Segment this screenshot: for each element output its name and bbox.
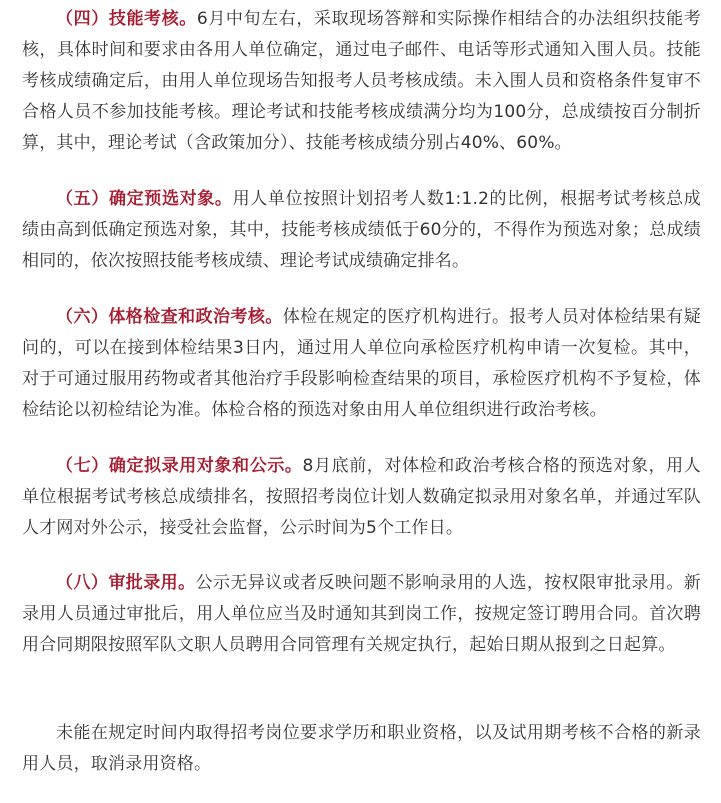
- section-text: 公示无异议或者反映问题不影响录用的人选，按权限审批录用。新录用人员通过审批后，用人单位应当及时通知其到岗工作，按规定签订聘用合同。首次聘用合同期限按照军队文职人员聘用合同管理有关规定执行，起始日期从报到之日起算。: [22, 573, 701, 655]
- section-approval-hiring: [22, 568, 701, 661]
- section-text: 体检在规定的医疗机构进行。报考人员对体检结果有疑问的，可以在接到体检结果3日内，通过用人单位向承检医疗机构申请一次复检。其中，对于可通过服用药物或者其他治疗手段影响检查结果的项目，承检医疗机构不予复检，体检结论以初检结论为准。体检合格的预选对象由用人单位组织进行政治考核。: [22, 307, 701, 420]
- section-text: 6月中旬左右，采取现场答辩和实际操作相结合的办法组织技能考核，具体时间和要求由各用人单位确定，通过电子邮件、电话等形式通知入围人员。技能考核成绩确定后，由用人单位现场告知报考人员考核成绩。未入围人员和资格条件复审不合格人员不参加技能考核。理论考试和技能考核成绩满分均为100分，总成绩按百分制折算，其中，理论考试（含政策加分）、技能考核成绩分别占40%、60%。: [22, 9, 701, 153]
- section-heading: （五）确定预选对象。: [56, 189, 233, 209]
- closing-paragraph: 未能在规定时间内取得招考岗位要求学历和职业资格，以及试用期考核不合格的新录用人员，取消录用资格。: [22, 723, 701, 774]
- section-skill-assessment: [22, 4, 701, 159]
- section-heading: （八）审批录用。: [56, 573, 196, 593]
- section-proposed-hire-publicity: [22, 451, 701, 544]
- section-heading: （六）体格检查和政治考核。: [56, 307, 283, 327]
- section-medical-political-check: [22, 302, 701, 426]
- section-preselection: [22, 184, 701, 277]
- section-heading: （四）技能考核。: [56, 9, 197, 29]
- section-heading: （七）确定拟录用对象和公示。: [56, 456, 303, 476]
- section-text: 用人单位按照计划招考人数1:1.2的比例，根据考试考核总成绩由高到低确定预选对象，其中，技能考核成绩低于60分的，不得作为预选对象；总成绩相同的，依次按照技能考核成绩、理论考试成绩确定排名。: [22, 189, 701, 271]
- section-text: 8月底前，对体检和政治考核合格的预选对象，用人单位根据考试考核总成绩排名，按照招考岗位计划人数确定拟录用对象名单，并通过军队人才网对外公示，接受社会监督，公示时间为5个工作日。: [22, 456, 701, 538]
